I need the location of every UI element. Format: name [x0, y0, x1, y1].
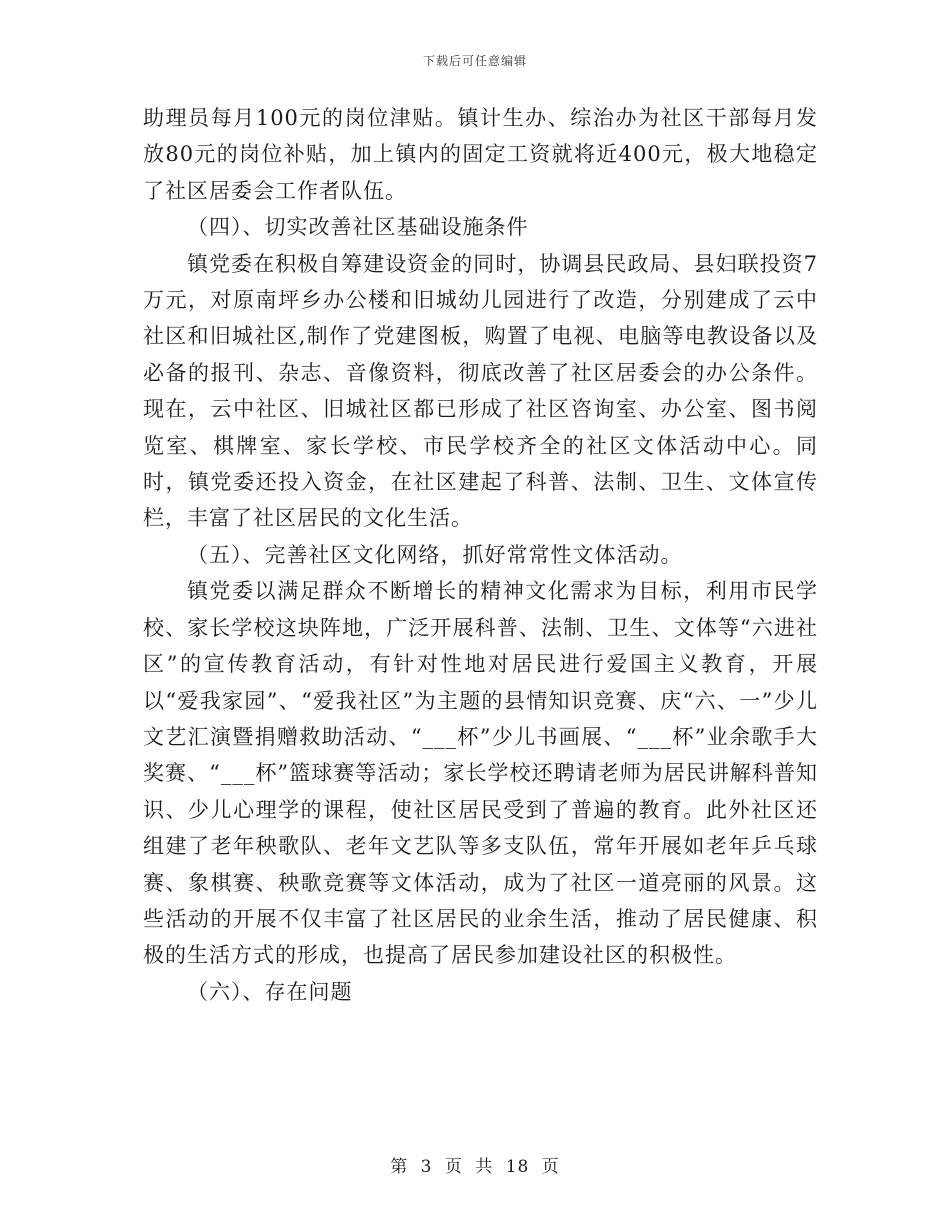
section-heading-4: （四）、切实改善社区基础设施条件 [187, 215, 529, 240]
paragraph-culture: 镇党委以满足群众不断增长的精神文化需求为目标，利用市民学校、家长学校这块阵地，广泛开展科普、法制、卫生、文体等“六进社区”的宣传教育活动，有针对性地对居民进行爱国主义教育，开展以“爱我家园”、“爱我社区”为主题的县情知识竞赛、庆“六、一”少儿文艺汇演暨捐赠救助活动、“___杯”少儿书画展、“___杯”业余歌手大奖赛、“___杯”篮球赛等活动；家长学校还聘请老师为居民讲解科普知识、少儿心理学的课程，使社区居民受到了普遍的教育。此外社区还组建了老年秧歌队、老年文艺队等多支队伍，常年开展如老年乒乓球赛、象棋赛、秧歌竞赛等文体活动，成为了社区一道亮丽的风景。这些活动的开展不仅丰富了社区居民的业余生活，推动了居民健康、积极的生活方式的形成，也提高了居民参加建设社区的积极性。 [143, 579, 818, 968]
document-body [143, 100, 818, 1010]
section-heading-6: （六）、存在问题 [187, 979, 353, 1004]
paragraph-infrastructure: 镇党委在积极自筹建设资金的同时，协调县民政局、县妇联投资7万元，对原南坪乡办公楼和旧城幼儿园进行了改造，分别建成了云中社区和旧城社区,制作了党建图板，购置了电视、电脑等电教设备以及必备的报刊、杂志、音像资料，彻底改善了社区居委会的办公条件。现在，云中社区、旧城社区都已形成了社区咨询室、办公室、图书阅览室、棋牌室、家长学校、市民学校齐全的社区文体活动中心。同时，镇党委还投入资金，在社区建起了科普、法制、卫生、文体宣传栏，丰富了社区居民的文化生活。 [143, 251, 818, 531]
paragraph-continuation: 助理员每月100元的岗位津贴。镇计生办、综治办为社区干部每月发放80元的岗位补贴，加上镇内的固定工资就将近400元，极大地稳定了社区居委会工作者队伍。 [143, 106, 818, 203]
section-heading-5: （五）、完善社区文化网络，抓好常常性文体活动。 [187, 542, 683, 567]
page-number: 第 3 页 共 18 页 [390, 1157, 560, 1177]
page-header: 下载后可任意编辑 [422, 54, 527, 68]
